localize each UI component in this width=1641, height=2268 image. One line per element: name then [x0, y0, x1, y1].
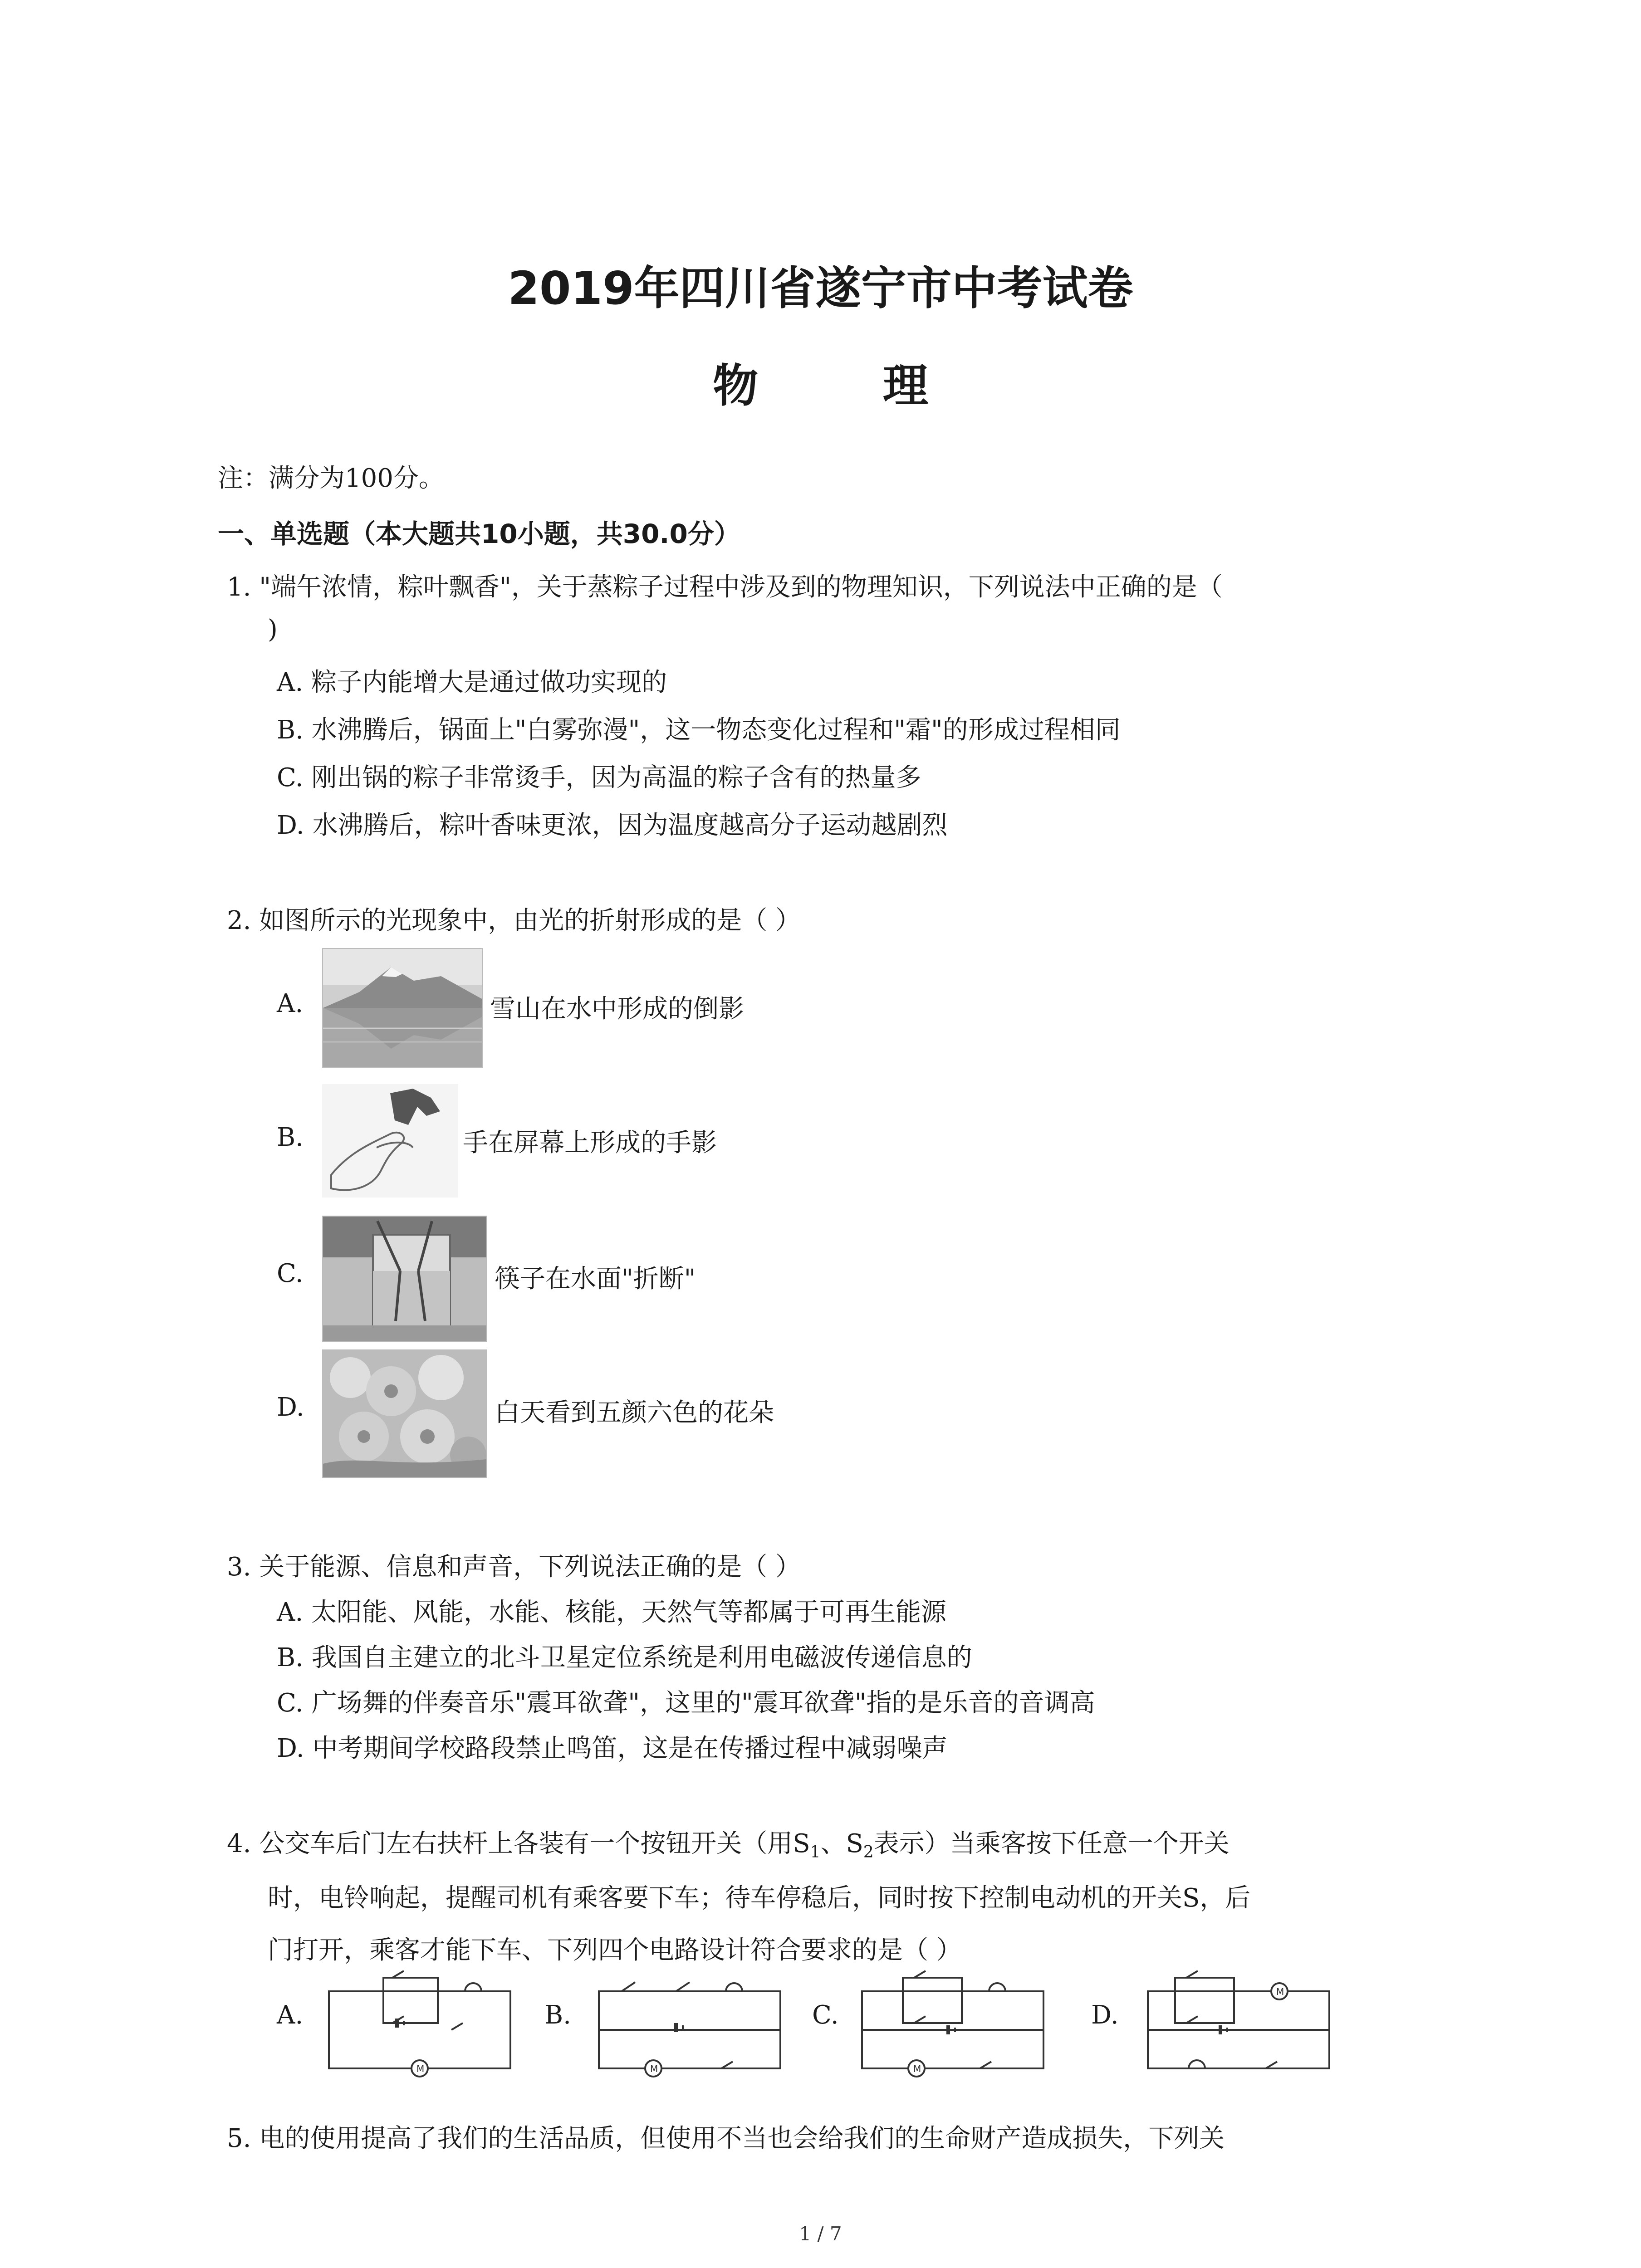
q3-option-a: A. 太阳能、风能，水能、核能，天然气等都属于可再生能源 [277, 1598, 947, 1627]
q2-option-a-text: 雪山在水中形成的倒影 [490, 994, 744, 1024]
q2-option-c-letter: C. [277, 1259, 304, 1288]
q3-stem: 3. 关于能源、信息和声音，下列说法正确的是（ ） [227, 1552, 801, 1582]
motor-label: M [913, 2063, 921, 2074]
q1-stem: 1. "端午浓情，粽叶飘香"，关于蒸粽子过程中涉及到的物理知识，下列说法中正确的是（ [227, 572, 1223, 602]
score-note: 注：满分为100分。 [218, 464, 444, 493]
section-heading: 一、单选题（本大题共10小题，共30.0分） [218, 518, 740, 549]
q1-stem-end: ) [268, 615, 278, 644]
q2-option-d-letter: D. [277, 1393, 304, 1422]
q1-option-d: D. 水沸腾后，粽叶香味更浓，因为温度越高分子运动越剧烈 [277, 811, 948, 840]
circuit-diagram-c [857, 1969, 1048, 2077]
q4-stem-line3: 门打开，乘客才能下车、下列四个电路设计符合要求的是（ ） [268, 1936, 962, 1965]
q1-option-a: A. 粽子内能增大是通过做功实现的 [277, 668, 667, 697]
q5-stem: 5. 电的使用提高了我们的生活品质，但使用不当也会给我们的生命财产造成损失，下列关 [227, 2124, 1225, 2153]
hand-shadow-image [322, 1084, 458, 1198]
q1-option-b: B. 水沸腾后，锅面上"白雾弥漫"，这一物态变化过程和"霜"的形成过程相同 [277, 715, 1121, 745]
circuit-diagram-d [1143, 1969, 1334, 2077]
q4-option-d-letter: D. [1091, 2000, 1119, 2030]
flowers-image [322, 1349, 487, 1478]
motor-label: M [1276, 1986, 1284, 1997]
q2-option-b-letter: B. [277, 1123, 304, 1152]
q2-option-c-text: 筷子在水面"折断" [495, 1264, 696, 1294]
chopsticks-in-water-image [322, 1216, 487, 1342]
q2-option-d-text: 白天看到五颜六色的花朵 [495, 1398, 774, 1427]
circuit-diagram-b [594, 1969, 785, 2077]
page-title: 2019年四川省遂宁市中考试卷 [508, 262, 1133, 315]
q2-option-a-letter: A. [277, 989, 304, 1018]
motor-label: M [650, 2063, 658, 2074]
snow-mountain-reflection-image [322, 948, 483, 1068]
circuit-diagram-a [324, 1969, 515, 2077]
q2-option-b-text: 手在屏幕上形成的手影 [463, 1128, 717, 1158]
q1-option-c: C. 刚出锅的粽子非常烫手，因为高温的粽子含有的热量多 [277, 763, 921, 792]
q3-option-b: B. 我国自主建立的北斗卫星定位系统是利用电磁波传递信息的 [277, 1643, 972, 1672]
page-number: 1 / 7 [799, 2223, 842, 2245]
q4-option-a-letter: A. [277, 2000, 304, 2030]
q4-stem-line2: 时，电铃响起，提醒司机有乘客要下车；待车停稳后，同时按下控制电动机的开关S，后 [268, 1883, 1251, 1913]
q4-stem-line1: 4. 公交车后门左右扶杆上各装有一个按钮开关（用$S_1$、$S_2$表示）当乘客按下任意一个开关 [227, 1829, 1230, 1862]
q4-option-c-letter: C. [812, 2000, 839, 2030]
q3-option-d: D. 中考期间学校路段禁止鸣笛，这是在传播过程中减弱噪声 [277, 1734, 948, 1763]
q4-option-b-letter: B. [544, 2000, 571, 2030]
motor-label: M [416, 2063, 425, 2074]
subject-title: 物 理 [713, 359, 983, 412]
q3-option-c: C. 广场舞的伴奏音乐"震耳欲聋"，这里的"震耳欲聋"指的是乐音的音调高 [277, 1688, 1095, 1718]
q2-stem: 2. 如图所示的光现象中，由光的折射形成的是（ ） [227, 906, 801, 935]
